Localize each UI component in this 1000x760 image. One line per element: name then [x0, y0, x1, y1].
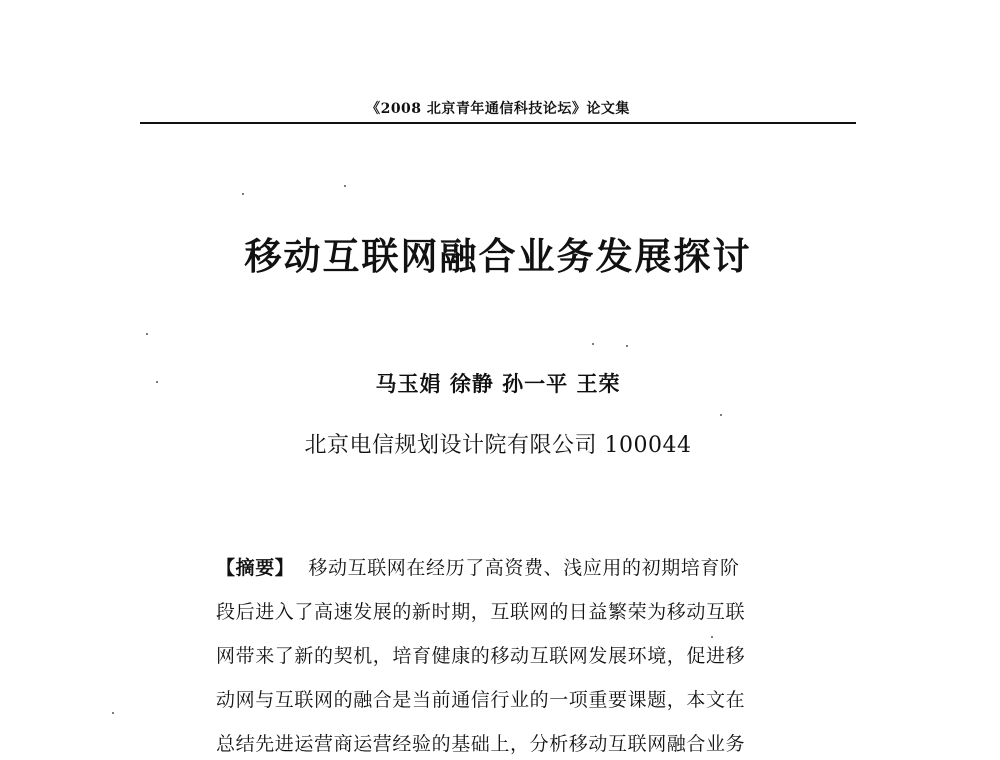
scan-speck	[592, 343, 594, 345]
affiliation: 北京电信规划设计院有限公司 100044	[304, 433, 692, 458]
abstract-line: 总结先进运营商运营经验的基础上，分析移动互联网融合业务	[216, 733, 746, 755]
scan-speck	[626, 345, 628, 347]
scan-speck	[112, 712, 114, 714]
abstract	[216, 546, 776, 760]
running-header: 《2008 北京青年通信科技论坛》论文集	[366, 101, 630, 117]
author-list: 马玉娟 徐静 孙一平 王荣	[375, 371, 621, 396]
scan-speck	[344, 185, 346, 187]
abstract-line: 动网与互联网的融合是当前通信行业的一项重要课题，本文在	[216, 689, 746, 711]
scan-speck	[720, 414, 722, 416]
abstract-line: 段后进入了高速发展的新时期，互联网的日益繁荣为移动互联	[216, 601, 746, 623]
abstract-label: 【摘要】	[216, 557, 295, 579]
scan-speck	[156, 381, 158, 383]
abstract-line: 网带来了新的契机，培育健康的移动互联网发展环境，促进移	[216, 645, 746, 667]
paper-title: 移动互联网融合业务发展探讨	[244, 234, 752, 278]
header-rule	[140, 122, 856, 124]
scan-speck	[146, 333, 148, 335]
abstract-line	[216, 546, 776, 590]
scan-speck	[242, 193, 244, 195]
abstract-line-text: 移动互联网在经历了高资费、浅应用的初期培育阶	[308, 557, 740, 579]
scan-speck	[711, 636, 713, 638]
